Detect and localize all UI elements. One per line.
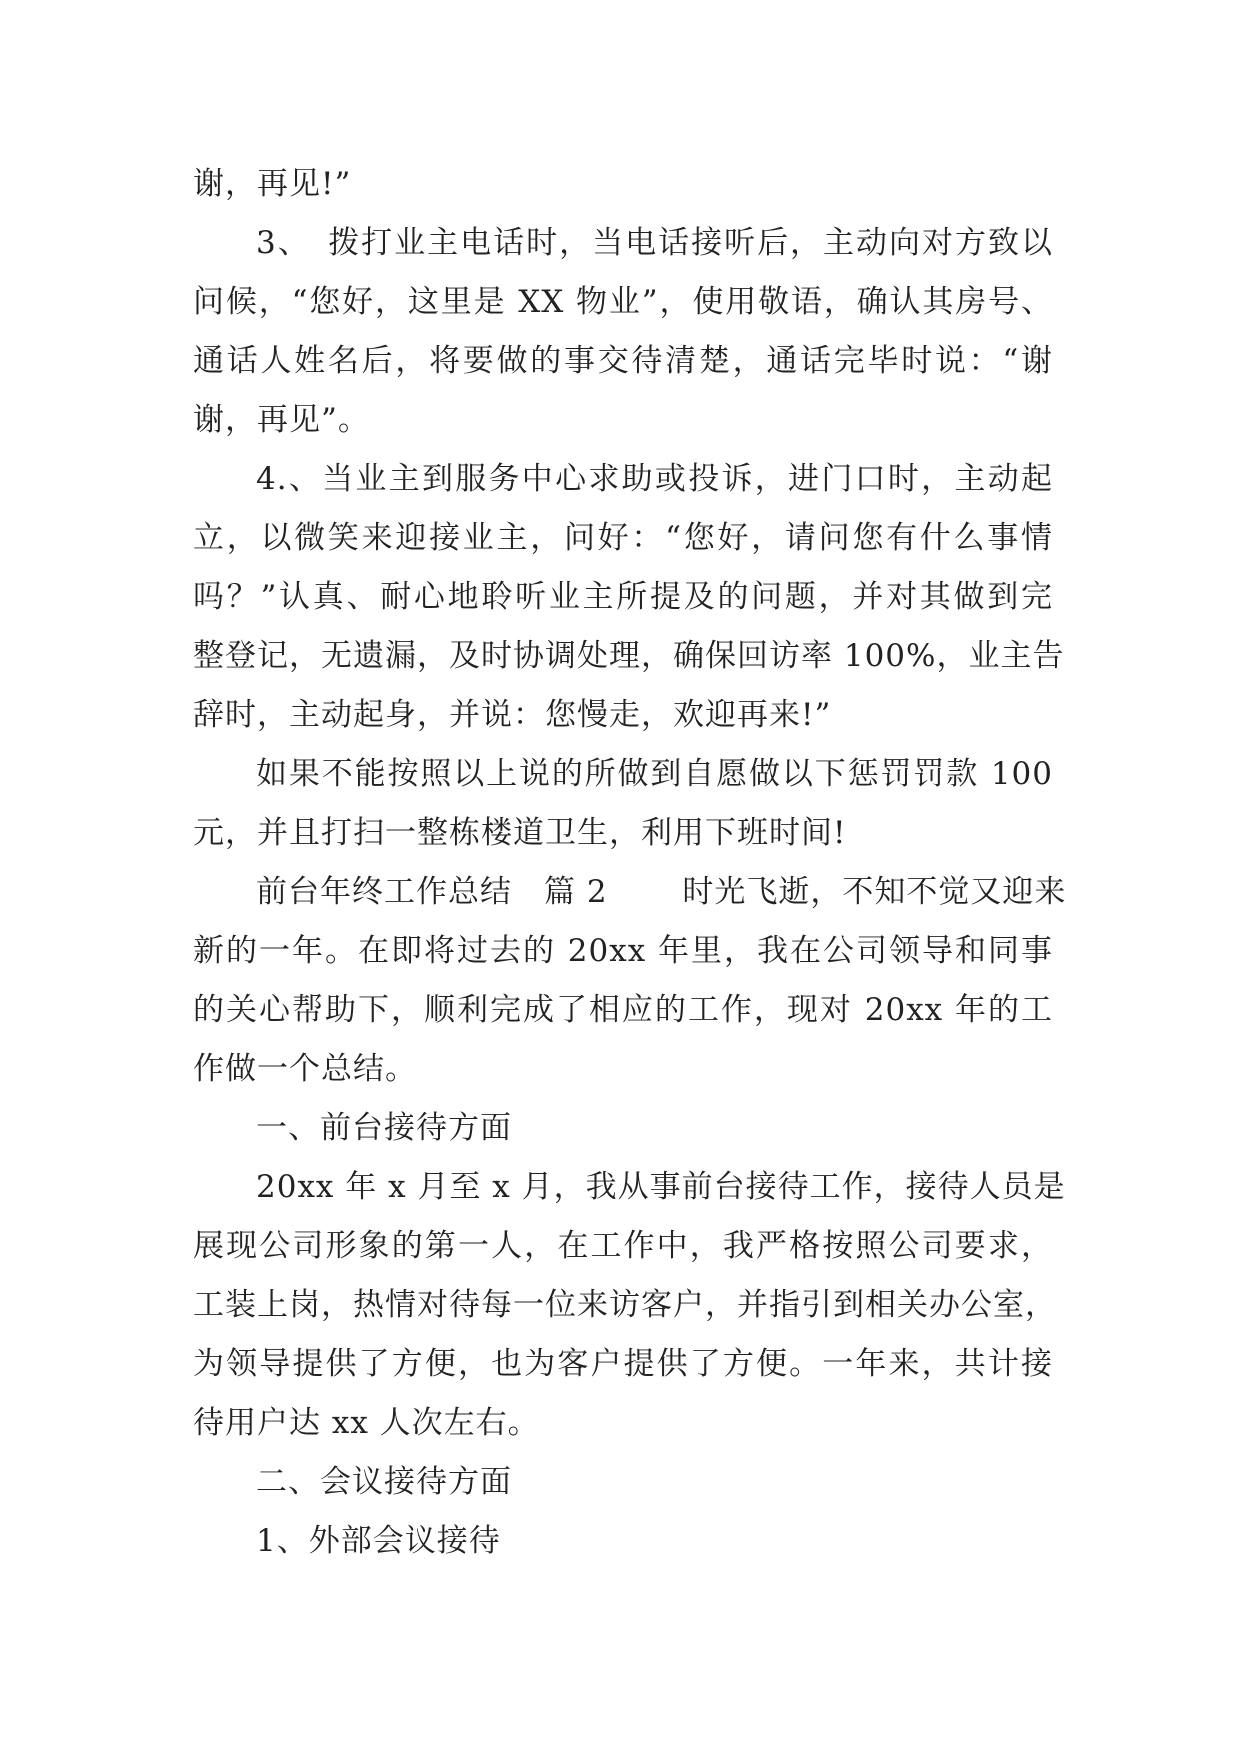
section-heading: 二、会议接待方面 xyxy=(256,1464,512,1500)
text-line: 立，以微笑来迎接业主，问好：“您好，请问您有什么事情 xyxy=(193,520,1053,556)
text-line: 待用户达 xx 人次左右。 xyxy=(193,1405,540,1441)
text-line: 如果不能按照以上说的所做到自愿做以下惩罚罚款 100 xyxy=(256,756,1053,792)
text-line: 辞时，主动起身，并说：您慢走，欢迎再来!” xyxy=(193,697,832,733)
document-body xyxy=(193,155,1067,1571)
text-line: 谢，再见!” xyxy=(193,166,352,202)
text-line: 整登记，无遗漏，及时协调处理，确保回访率 100%，业主告 xyxy=(193,638,1065,674)
text-line: 展现公司形象的第一人，在工作中，我严格按照公司要求， xyxy=(193,1228,1053,1264)
text-line: 的关心帮助下，顺利完成了相应的工作，现对 20xx 年的工 xyxy=(193,992,1053,1028)
text-line: 新的一年。在即将过去的 20xx 年里，我在公司领导和同事 xyxy=(193,933,1053,969)
section-title-line: 前台年终工作总结 篇 2 时光飞逝，不知不觉又迎来 xyxy=(256,874,1067,910)
text-line: 吗？”认真、耐心地聆听业主所提及的问题，并对其做到完 xyxy=(193,579,1053,615)
text-line: 工装上岗，热情对待每一位来访客户，并指引到相关办公室， xyxy=(193,1287,1057,1323)
text-line: 3、 拨打业主电话时，当电话接听后，主动向对方致以 xyxy=(256,225,1053,261)
text-line: 问候，“您好，这里是 XX 物业”，使用敬语，确认其房号、 xyxy=(193,284,1053,320)
text-line: 通话人姓名后，将要做的事交待清楚，通话完毕时说：“谢 xyxy=(193,343,1053,379)
text-line: 为领导提供了方便，也为客户提供了方便。一年来，共计接 xyxy=(193,1346,1053,1382)
text-line: 4.、当业主到服务中心求助或投诉，进门口时，主动起 xyxy=(256,461,1053,497)
text-line: 作做一个总结。 xyxy=(193,1051,417,1087)
text-line: 谢，再见”。 xyxy=(193,402,370,438)
text-line: 元，并且打扫一整栋楼道卫生，利用下班时间! xyxy=(193,815,847,851)
subsection-heading: 1、外部会议接待 xyxy=(256,1523,501,1559)
text-line: 20xx 年 x 月至 x 月，我从事前台接待工作，接待人员是 xyxy=(256,1169,1066,1205)
section-heading: 一、前台接待方面 xyxy=(256,1110,512,1146)
